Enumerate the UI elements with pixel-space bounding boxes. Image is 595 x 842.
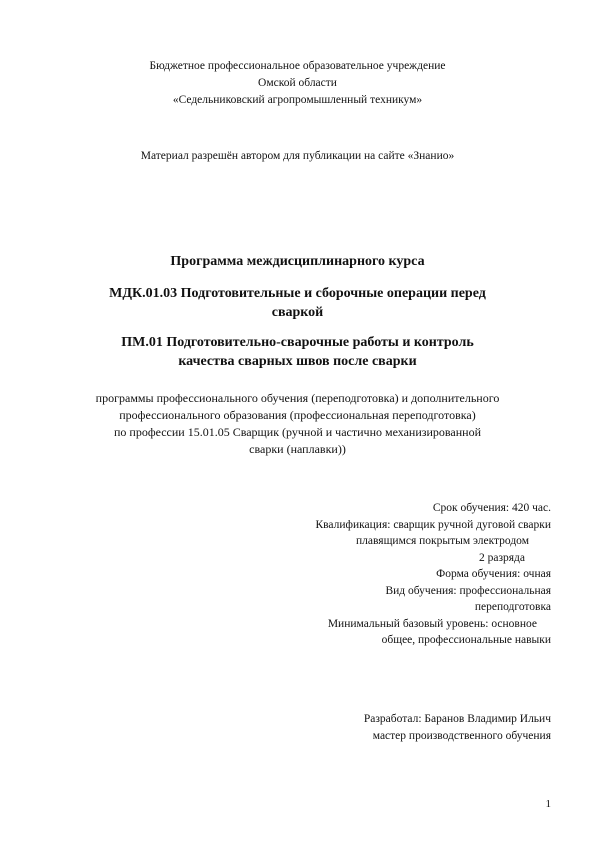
- duration-line: Срок обучения: 420 час.: [432, 502, 551, 514]
- course-title: Программа междисциплинарного курса: [170, 254, 425, 269]
- grade-line: 2 разряда: [478, 551, 525, 564]
- base-level-line: общее, профессиональные навыки: [381, 634, 551, 646]
- course-details: [315, 500, 551, 649]
- study-type-line: переподготовка: [474, 601, 551, 613]
- program-line: по профессии 15.01.05 Сварщик (ручной и частично механизированной: [113, 425, 482, 439]
- study-form-line: Форма обучения: очная: [436, 568, 551, 580]
- permission-note: Материал разрешён автором для публикации на сайте «Знанио»: [140, 150, 455, 162]
- institution-line: Омской области: [258, 77, 337, 89]
- institution-line: «Седельниковский агропромышленный техникум»: [172, 94, 423, 106]
- study-type-line: Вид обучения: профессиональная: [385, 584, 551, 597]
- page-number: 1: [545, 798, 551, 810]
- author-name: Разработал: Баранов Владимир Ильич: [363, 713, 551, 725]
- author-block: [364, 711, 551, 744]
- institution-line: Бюджетное профессиональное образовательное учреждение: [149, 60, 446, 72]
- program-line: сварки (наплавки)): [249, 442, 346, 456]
- program-description: [0, 390, 595, 458]
- qualification-line: Квалификация: сварщик ручной дуговой сварки: [315, 518, 551, 531]
- program-line: программы профессионального обучения (переподготовка) и дополнительного: [95, 391, 500, 405]
- qualification-line: плавящимся покрытым электродом: [356, 535, 529, 547]
- mdk-title: МДК.01.03 Подготовительные и сборочные операции перед сваркой: [109, 286, 486, 320]
- pm-title: ПМ.01 Подготовительно-сварочные работы и контроль качества сварных швов после сварки: [121, 335, 474, 369]
- institution-header: [0, 58, 595, 109]
- program-line: профессионального образования (профессиональная переподготовка): [119, 408, 476, 422]
- base-level-line: Минимальный базовый уровень: основное: [327, 617, 537, 630]
- author-position: мастер производственного обучения: [372, 729, 551, 742]
